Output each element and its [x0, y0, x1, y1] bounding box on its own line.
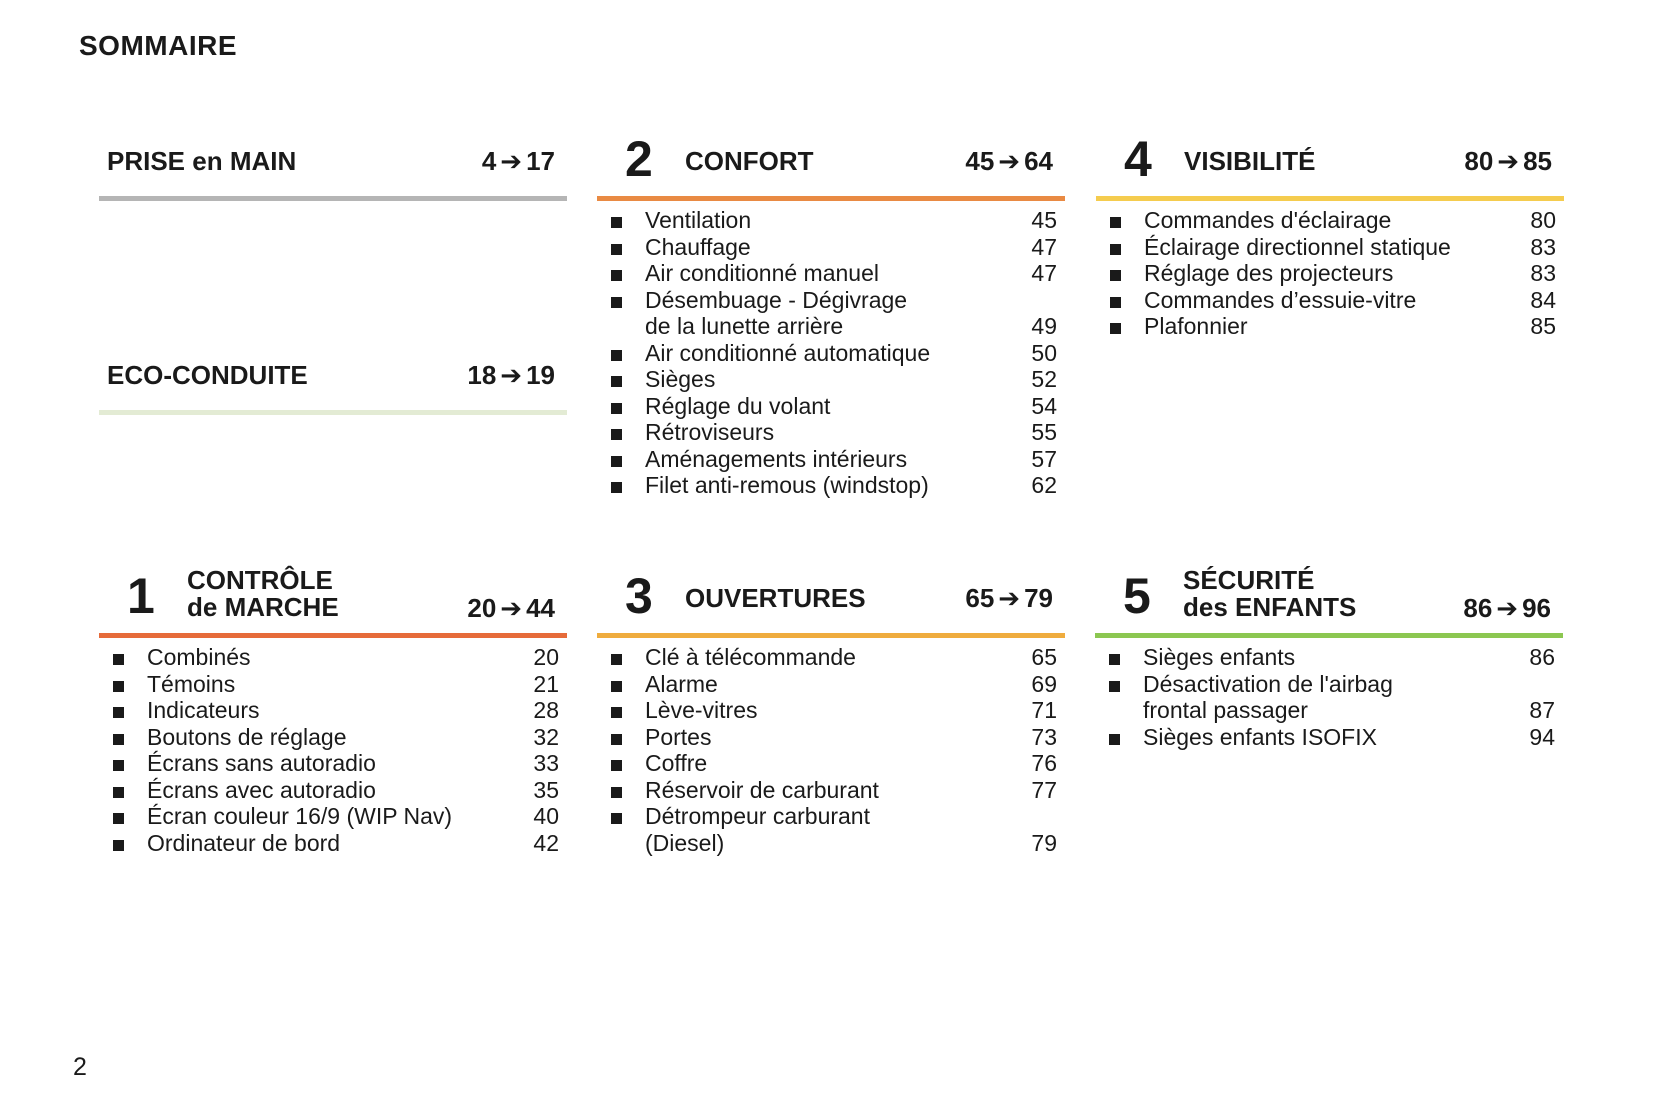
- toc-item-label: Clé à télécommande: [645, 644, 856, 670]
- toc-item-label: frontal passager: [1143, 697, 1308, 723]
- toc-item[interactable]: [99, 724, 567, 751]
- toc-item-label: Réglage des projecteurs: [1144, 260, 1394, 286]
- toc-item-page: 47: [1031, 260, 1057, 286]
- toc-item-label: Ordinateur de bord: [147, 829, 341, 856]
- section-title: [187, 567, 339, 621]
- toc-item[interactable]: [1096, 207, 1564, 234]
- square-bullet-icon: [611, 707, 622, 718]
- square-bullet-icon: [611, 297, 622, 308]
- range-start: 18: [467, 360, 497, 390]
- section-header: [597, 100, 1065, 196]
- toc-list: [1096, 201, 1564, 340]
- toc-item-page: 33: [533, 750, 559, 776]
- toc-item[interactable]: [597, 724, 1065, 751]
- section-rule: [99, 410, 567, 415]
- toc-item[interactable]: [99, 697, 567, 724]
- arrow-right-icon: ➔: [1497, 146, 1520, 176]
- toc-item-page: 73: [1031, 723, 1057, 750]
- square-bullet-icon: [113, 681, 124, 692]
- toc-item-page: 55: [1031, 419, 1057, 445]
- toc-list: [597, 201, 1065, 499]
- section-title-line: de MARCHE: [187, 592, 339, 622]
- range-end: 79: [1024, 583, 1053, 613]
- square-bullet-icon: [113, 840, 124, 851]
- square-bullet-icon: [113, 760, 124, 771]
- square-bullet-icon: [113, 707, 124, 718]
- toc-item[interactable]: [1096, 260, 1564, 287]
- toc-item-label: Ventilation: [645, 207, 752, 233]
- toc-item-page: 65: [1031, 644, 1057, 670]
- toc-item[interactable]: [1095, 724, 1563, 751]
- toc-item-page: 42: [533, 829, 559, 856]
- arrow-right-icon: ➔: [1496, 593, 1519, 623]
- toc-item-label: Portes: [645, 723, 712, 750]
- toc-item-label: Coffre: [645, 750, 708, 776]
- section-title: ECO-CONDUITE: [107, 360, 308, 390]
- toc-item[interactable]: [99, 750, 567, 777]
- toc-item-label: Témoins: [147, 670, 236, 697]
- toc-item-label: Désembuage - Dégivrage: [645, 286, 908, 313]
- toc-item-page: 71: [1031, 697, 1057, 723]
- section-eco-conduite[interactable]: [99, 314, 567, 415]
- section-prise-en-main[interactable]: [99, 100, 567, 201]
- range-end: 96: [1522, 593, 1551, 623]
- toc-item-label: Sièges enfants: [1143, 644, 1296, 670]
- section-header: [1095, 537, 1563, 633]
- arrow-right-icon: ➔: [500, 146, 523, 176]
- toc-item-page: 87: [1529, 697, 1555, 723]
- toc-item-page: 54: [1031, 392, 1057, 419]
- square-bullet-icon: [1110, 297, 1121, 308]
- toc-item-page: 47: [1031, 233, 1057, 260]
- toc-item-page: 52: [1031, 366, 1057, 392]
- toc-item-page: 83: [1530, 260, 1556, 286]
- square-bullet-icon: [611, 270, 622, 281]
- section-page-range[interactable]: [965, 148, 1053, 174]
- toc-item[interactable]: [597, 446, 1065, 473]
- toc-item-label: Boutons de réglage: [147, 723, 347, 750]
- toc-item-label: (Diesel): [645, 829, 725, 856]
- square-bullet-icon: [1109, 734, 1120, 745]
- square-bullet-icon: [611, 813, 622, 824]
- toc-item[interactable]: [597, 671, 1065, 698]
- square-bullet-icon: [611, 244, 622, 255]
- toc-item-label: Indicateurs: [147, 697, 260, 723]
- toc-item-page: 76: [1031, 750, 1057, 776]
- toc-item[interactable]: [597, 697, 1065, 724]
- toc-item[interactable]: [99, 830, 567, 857]
- toc-item-label: Éclairage directionnel statique: [1144, 233, 1451, 260]
- section-title: [1183, 567, 1356, 621]
- toc-item[interactable]: [1095, 644, 1563, 671]
- toc-item[interactable]: [597, 234, 1065, 261]
- square-bullet-icon: [611, 376, 622, 387]
- square-bullet-icon: [611, 681, 622, 692]
- page-number: 2: [73, 1053, 87, 1081]
- square-bullet-icon: [611, 350, 622, 361]
- toc-item-page: 32: [533, 723, 559, 750]
- toc-item-label: Écrans avec autoradio: [147, 776, 376, 803]
- range-start: 65: [965, 583, 995, 613]
- square-bullet-icon: [113, 813, 124, 824]
- toc-item-page: 49: [1031, 313, 1057, 339]
- toc-item[interactable]: [1096, 234, 1564, 261]
- section-header: [99, 100, 567, 196]
- toc-item-page: 62: [1031, 472, 1057, 498]
- arrow-right-icon: ➔: [998, 583, 1021, 613]
- toc-item[interactable]: [597, 750, 1065, 777]
- toc-item[interactable]: [597, 472, 1065, 499]
- toc-item-label: Réglage du volant: [645, 392, 831, 419]
- toc-item-page: 50: [1031, 339, 1057, 366]
- toc-item[interactable]: [99, 671, 567, 698]
- section-securite-des-enfants: [1095, 537, 1563, 750]
- square-bullet-icon: [611, 429, 622, 440]
- section-header: [597, 537, 1065, 633]
- toc-item-page: 69: [1031, 670, 1057, 697]
- section-header: [99, 314, 567, 410]
- toc-item-page: 85: [1530, 313, 1556, 339]
- toc-item-label: Commandes d’essuie-vitre: [1144, 286, 1417, 313]
- section-title-line: SÉCURITÉ: [1183, 565, 1315, 595]
- toc-item-page: 84: [1530, 286, 1556, 313]
- toc-item-label: Écrans sans autoradio: [147, 750, 376, 776]
- toc-item-label: de la lunette arrière: [645, 313, 844, 339]
- range-start: 20: [467, 593, 497, 623]
- section-confort: [597, 100, 1065, 499]
- range-end: 19: [526, 360, 555, 390]
- section-ouvertures: [597, 537, 1065, 856]
- toc-item[interactable]: [597, 260, 1065, 287]
- section-rule: [99, 196, 567, 201]
- range-start: 4: [481, 146, 497, 176]
- toc-item-page: 21: [533, 670, 559, 697]
- square-bullet-icon: [1110, 323, 1121, 334]
- toc-item-label: Plafonnier: [1144, 313, 1248, 339]
- square-bullet-icon: [1109, 654, 1120, 665]
- toc-item-label: Air conditionné automatique: [645, 339, 931, 366]
- section-controle-de-marche: [99, 537, 567, 856]
- square-bullet-icon: [1110, 217, 1121, 228]
- toc-list: [1095, 638, 1563, 750]
- square-bullet-icon: [611, 217, 622, 228]
- toc-item-label: Lève-vitres: [645, 697, 758, 723]
- toc-item[interactable]: [99, 803, 567, 830]
- toc-item-page: 79: [1031, 829, 1057, 856]
- toc-list: [99, 638, 567, 856]
- toc-item-label: Filet anti-remous (windstop): [645, 472, 929, 498]
- toc-item-label: Détrompeur carburant: [645, 803, 870, 829]
- toc-item-page: 28: [533, 697, 559, 723]
- square-bullet-icon: [611, 787, 622, 798]
- section-page-range[interactable]: [965, 585, 1053, 611]
- toc-item-page: 86: [1529, 644, 1555, 670]
- toc-item-page: 35: [533, 776, 559, 803]
- section-number: 5: [1123, 568, 1151, 624]
- section-header: [1096, 100, 1564, 196]
- section-title: OUVERTURES: [685, 583, 866, 613]
- toc-item[interactable]: [597, 644, 1065, 671]
- section-number: 2: [625, 131, 653, 187]
- toc-item-label: Sièges enfants ISOFIX: [1143, 723, 1377, 750]
- toc-item-page: 94: [1529, 723, 1555, 750]
- toc-item-label: Désactivation de l'airbag: [1143, 670, 1393, 697]
- square-bullet-icon: [113, 734, 124, 745]
- square-bullet-icon: [611, 734, 622, 745]
- toc-item-label: Sièges: [645, 366, 716, 392]
- toc-item-label: Rétroviseurs: [645, 419, 775, 445]
- range-end: 64: [1024, 146, 1053, 176]
- section-title: CONFORT: [685, 146, 814, 176]
- section-page-range[interactable]: [1463, 595, 1551, 621]
- square-bullet-icon: [1109, 681, 1120, 692]
- toc-item[interactable]: [597, 366, 1065, 393]
- section-number: 1: [127, 568, 155, 624]
- square-bullet-icon: [1110, 244, 1121, 255]
- square-bullet-icon: [611, 482, 622, 493]
- toc-item[interactable]: [597, 340, 1065, 367]
- toc-item-label: Chauffage: [645, 233, 751, 260]
- arrow-right-icon: ➔: [998, 146, 1021, 176]
- toc-item[interactable]: [597, 803, 1065, 856]
- toc-item-label: Commandes d'éclairage: [1144, 207, 1392, 233]
- square-bullet-icon: [611, 456, 622, 467]
- section-title: VISIBILITÉ: [1184, 146, 1316, 176]
- square-bullet-icon: [611, 654, 622, 665]
- range-end: 44: [526, 593, 555, 623]
- square-bullet-icon: [113, 654, 124, 665]
- toc-item[interactable]: [597, 419, 1065, 446]
- toc-item-label: Écran couleur 16/9 (WIP Nav): [147, 803, 453, 829]
- section-visibilite: [1096, 100, 1564, 340]
- toc-item-label: Combinés: [147, 644, 251, 670]
- arrow-right-icon: ➔: [500, 593, 523, 623]
- range-start: 45: [965, 146, 995, 176]
- toc-item-label: Réservoir de carburant: [645, 776, 879, 803]
- page-title: SOMMAIRE: [79, 30, 237, 61]
- toc-item-label: Aménagements intérieurs: [645, 445, 908, 472]
- toc-item[interactable]: [597, 777, 1065, 804]
- arrow-right-icon: ➔: [500, 360, 523, 390]
- toc-item[interactable]: [1095, 671, 1563, 724]
- range-end: 17: [526, 146, 555, 176]
- section-number: 4: [1124, 131, 1152, 187]
- toc-item-label: Alarme: [645, 670, 718, 697]
- square-bullet-icon: [113, 787, 124, 798]
- toc-item[interactable]: [99, 644, 567, 671]
- toc-item[interactable]: [597, 287, 1065, 340]
- section-title: PRISE en MAIN: [107, 146, 297, 176]
- toc-item[interactable]: [597, 393, 1065, 420]
- toc-item[interactable]: [1096, 313, 1564, 340]
- toc-item-page: 57: [1031, 445, 1057, 472]
- toc-item[interactable]: [597, 207, 1065, 234]
- section-page-range[interactable]: [482, 148, 555, 174]
- toc-item-page: 80: [1530, 207, 1556, 233]
- toc-item-page: 40: [533, 803, 559, 829]
- toc-item-page: 77: [1031, 776, 1057, 803]
- range-start: 86: [1463, 593, 1493, 623]
- section-page-range[interactable]: [467, 595, 555, 621]
- toc-item[interactable]: [99, 777, 567, 804]
- section-title-line: des ENFANTS: [1183, 592, 1357, 622]
- section-header: [99, 537, 567, 633]
- range-end: 85: [1523, 146, 1552, 176]
- range-start: 80: [1464, 146, 1494, 176]
- square-bullet-icon: [1110, 270, 1121, 281]
- section-number: 3: [625, 568, 653, 624]
- section-title-line: CONTRÔLE: [187, 565, 333, 595]
- toc-item-label: Air conditionné manuel: [645, 260, 879, 286]
- section-page-range[interactable]: [1464, 148, 1552, 174]
- toc-item[interactable]: [1096, 287, 1564, 314]
- toc-list: [597, 638, 1065, 856]
- section-page-range[interactable]: [467, 362, 555, 388]
- square-bullet-icon: [611, 760, 622, 771]
- toc-item-page: 20: [533, 644, 559, 670]
- toc-item-page: 45: [1031, 207, 1057, 233]
- toc-item-page: 83: [1530, 233, 1556, 260]
- square-bullet-icon: [611, 403, 622, 414]
